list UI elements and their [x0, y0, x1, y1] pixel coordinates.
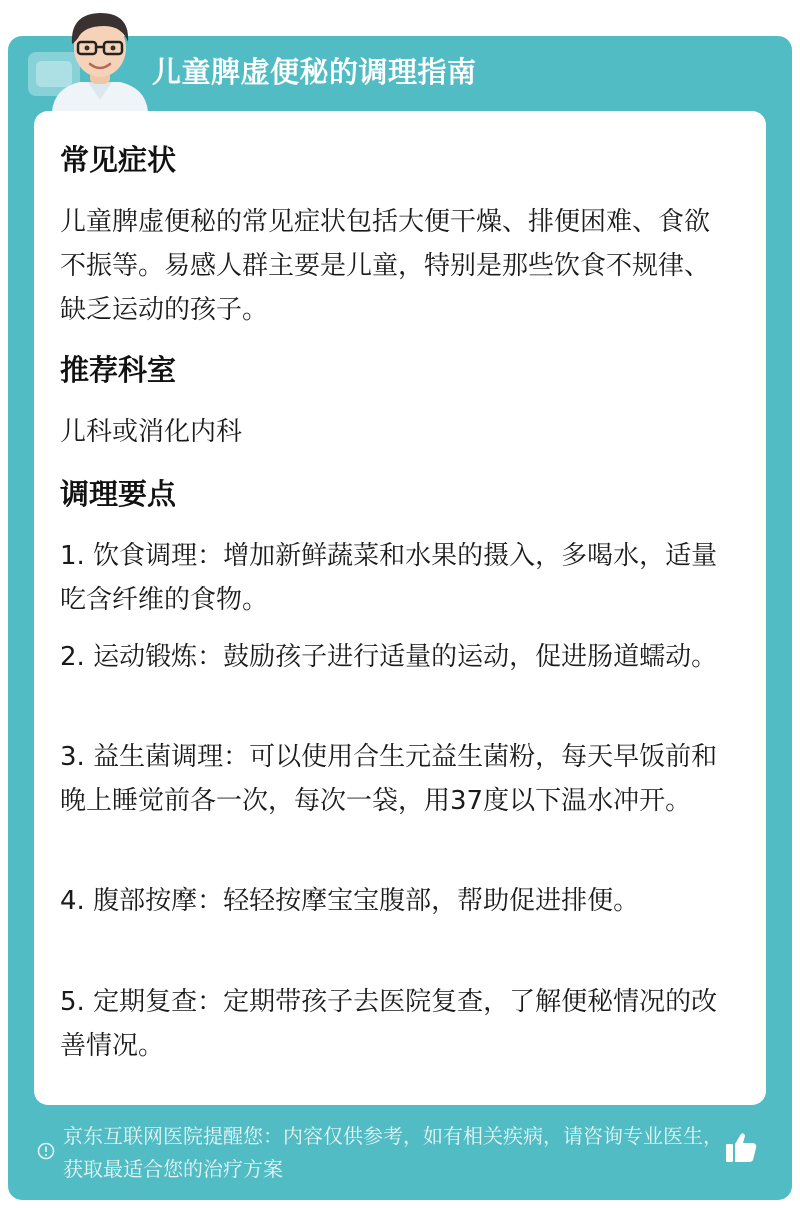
care-item-3: 3. 益生菌调理：可以使用合生元益生菌粉，每天早饭前和晚上睡觉前各一次，每次一袋，用37度以下温水冲开。	[60, 742, 718, 816]
care-item-1: 1. 饮食调理：增加新鲜蔬菜和水果的摄入，多喝水，适量吃含纤维的食物。	[60, 541, 718, 615]
care-item-5: 5. 定期复查：定期带孩子去医院复查，了解便秘情况的改善情况。	[60, 987, 718, 1061]
section-heading-department: 推荐科室	[60, 353, 177, 387]
care-item-4: 4. 腹部按摩：轻轻按摩宝宝腹部，帮助促进排便。	[60, 886, 640, 916]
doctor-avatar-icon	[44, 4, 156, 112]
info-icon	[37, 1142, 55, 1160]
department-text: 儿科或消化内科	[60, 417, 243, 447]
footer-disclaimer: 京东互联网医院提醒您：内容仅供参考，如有相关疾病，请咨询专业医生，获取最适合您的治疗方案	[63, 1124, 723, 1181]
thumbs-up-icon[interactable]	[724, 1130, 758, 1164]
section-heading-symptoms: 常见症状	[60, 143, 177, 177]
page-title: 儿童脾虚便秘的调理指南	[152, 55, 477, 89]
care-item-2: 2. 运动锻炼：鼓励孩子进行适量的运动，促进肠道蠕动。	[60, 642, 718, 672]
section-heading-care: 调理要点	[60, 477, 177, 511]
symptoms-text: 儿童脾虚便秘的常见症状包括大便干燥、排便困难、食欲不振等。易感人群主要是儿童，特别是那些饮食不规律、缺乏运动的孩子。	[60, 207, 711, 325]
